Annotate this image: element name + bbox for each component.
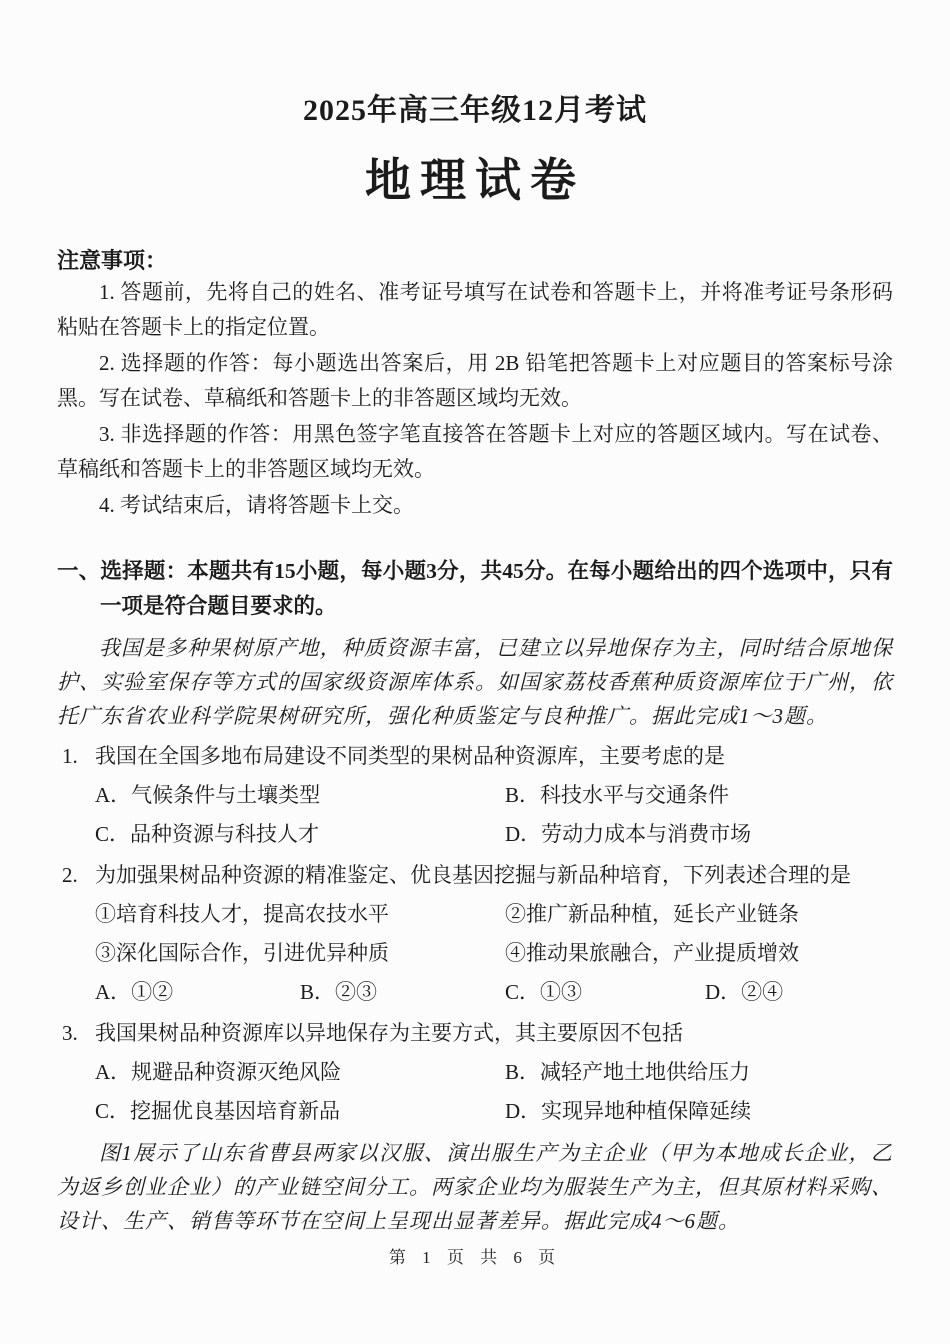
option-d: D．实现异地种植保障延续 xyxy=(505,1099,752,1123)
answer-d: D．②④ xyxy=(705,980,784,1004)
statement-2: ②推广新品种植，延长产业链条 xyxy=(505,902,799,926)
option-a: A．规避品种资源灭绝风险 xyxy=(95,1060,342,1084)
question-2-stem: 为加强果树品种资源的精准鉴定、优良基因挖掘与新品种培育，下列表述合理的是 xyxy=(95,863,851,887)
notice-item-3: 3. 非选择题的作答：用黑色签字笔直接答在答题卡上对应的答题区域内。写在试卷、草稿纸和答题卡上的非答题区域均无效。 xyxy=(57,422,893,481)
answer-c: C．①③ xyxy=(505,980,583,1004)
option-c: C．品种资源与科技人才 xyxy=(95,822,320,846)
question-3-options xyxy=(95,1051,893,1129)
option-b: B．减轻产地土地供给压力 xyxy=(505,1060,751,1084)
question-1-stem: 我国在全国多地布局建设不同类型的果树品种资源库，主要考虑的是 xyxy=(95,744,725,768)
notice-heading: 注意事项： xyxy=(57,248,168,273)
paper-subject-title: 地理试卷 xyxy=(365,155,585,206)
statement-1: ①培育科技人才，提高农技水平 xyxy=(95,902,389,926)
question-1-number: 1. xyxy=(62,744,78,768)
notice-section xyxy=(57,244,893,523)
option-b: B．科技水平与交通条件 xyxy=(505,783,730,807)
question-2 xyxy=(57,858,893,1010)
answer-b: B．②③ xyxy=(300,980,378,1004)
notice-item-4: 4. 考试结束后，请将答题卡上交。 xyxy=(99,493,414,517)
section-1-heading: 一、选择题：本题共有15小题，每小题3分，共45分。在每小题给出的四个选项中，只有一项是符合题目要求的。 xyxy=(57,559,893,618)
question-3-stem: 我国果树品种资源库以异地保存为主要方式，其主要原因不包括 xyxy=(95,1021,683,1045)
question-3 xyxy=(57,1016,893,1129)
question-3-number: 3. xyxy=(62,1021,78,1045)
question-1 xyxy=(57,739,893,852)
option-d: D．劳动力成本与消费市场 xyxy=(505,822,752,846)
page-footer: 第 1 页 共 6 页 xyxy=(388,1248,562,1267)
notice-item-1: 1. 答题前，先将自己的姓名、准考证号填写在试卷和答题卡上，并将准考证号条形码粘贴在答题卡上的指定位置。 xyxy=(57,280,893,339)
option-c: C．挖掘优良基因培育新品 xyxy=(95,1099,341,1123)
question-1-options xyxy=(95,774,893,852)
answer-a: A．①② xyxy=(95,980,174,1004)
statement-3: ③深化国际合作，引进优异种质 xyxy=(95,941,389,965)
notice-item-2: 2. 选择题的作答：每小题选出答案后，用 2B 铅笔把答题卡上对应题目的答案标号涂黑。写在试卷、草稿纸和答题卡上的非答题区域均无效。 xyxy=(57,351,893,410)
passage-2: 图1展示了山东省曹县两家以汉服、演出服生产为主企业（甲为本地成长企业，乙为返乡创业企业）的产业链空间分工。两家企业均为服装生产为主，但其原材料采购、设计、生产、销售等环节在空间上呈现出显著差异。据此完成4～6题。 xyxy=(57,1141,893,1233)
question-2-number: 2. xyxy=(62,863,78,887)
passage-1: 我国是多种果树原产地，种质资源丰富，已建立以异地保存为主，同时结合原地保护、实验室保存等方式的国家级资源库体系。如国家荔枝香蕉种质资源库位于广州，依托广东省农业科学院果树研究所，强化种质鉴定与良种推广。据此完成1～3题。 xyxy=(57,636,893,728)
question-2-statements xyxy=(95,893,893,971)
exam-title: 2025年高三年级12月考试 xyxy=(303,94,647,127)
statement-4: ④推动果旅融合，产业提质增效 xyxy=(505,941,799,965)
option-a: A．气候条件与土壤类型 xyxy=(95,783,321,807)
question-2-answers xyxy=(95,971,893,1010)
